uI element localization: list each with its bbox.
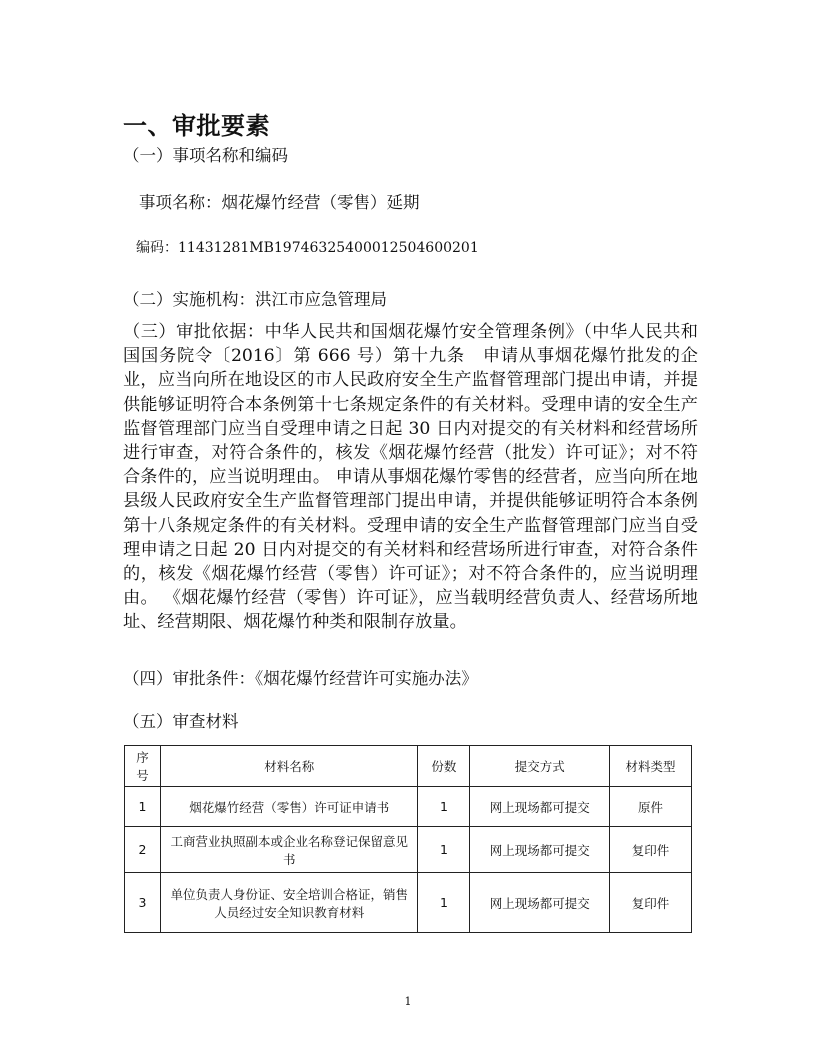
approval-conditions: （四）审批条件：《烟花爆竹经营许可实施办法》 [123,669,478,688]
row-index: 1 [125,787,161,827]
materials-section-title: （五）审查材料 [123,712,239,731]
header-index: 序号 [125,746,161,787]
row-submission-method: 网上现场都可提交 [470,873,610,933]
row-copies: 1 [418,787,470,827]
page-number: 1 [404,995,412,1008]
header-copies: 份数 [418,746,470,787]
row-submission-method: 网上现场都可提交 [470,787,610,827]
section-heading: 一、审批要素 [123,112,270,140]
item-code: 编码：11431281MB1974632540001250460020​1 [136,240,479,256]
row-material-type: 原件 [610,787,692,827]
row-index: 3 [125,873,161,933]
row-material-name: 烟花爆竹经营（零售）许可证申请书 [160,787,417,827]
materials-table [124,745,692,933]
table-header-row [125,746,692,787]
table-row [125,787,692,827]
row-material-name: 工商营业执照副本或企业名称登记保留意见书 [160,827,417,873]
header-material-type: 材料类型 [610,746,692,787]
row-submission-method: 网上现场都可提交 [470,827,610,873]
item-name-section-title: （一）事项名称和编码 [123,146,288,165]
table-row [125,873,692,933]
item-name: 事项名称：烟花爆竹经营（零售）延期 [139,193,420,212]
table-row [125,827,692,873]
header-submission-method: 提交方式 [470,746,610,787]
row-material-type: 复印件 [610,873,692,933]
approval-basis: （三）审批依据：中华人民共和国烟花爆竹安全管理条例》（中华人民共和国国务院令〔2016〕第 666 号）第十九条 申请从事烟花爆竹批发的企业，应当向所在地设区的市人民政府安全生产监督管理部门提出申请，并提供能够证明符合本条例第十七条规定条件的有关材料。受理申请的安全生产监督管理部门应当自受理申请之日起 30 日内对提交的有关材料和经营场所进行审查，对符合条件的，核发《烟花爆竹经营（批发）许可证》；对不符合条件的，应当说明理由。 申请从事烟花爆竹零售的经营者，应当向所在地县级人民政府安全生产监督管理部门提出申请，并提供能够证明符合本条例第十八条规定条件的有关材料。受理申请的安全生产监督管理部门应当自受理申请之日起 20 日内对提交的有关材料和经营场所进行审查，对符合条件的，核发《烟花爆竹经营（零售）许可证》；对不符合条件的，应当说明理由。 《烟花爆竹经营（零售）许可证》，应当载明经营负责人、经营场所地址、经营期限、烟花爆竹种类和限制存放量。 [123,322,698,633]
row-material-type: 复印件 [610,827,692,873]
implementing-agency: （二）实施机构：洪江市应急管理局 [123,290,387,309]
row-copies: 1 [418,827,470,873]
row-index: 2 [125,827,161,873]
row-copies: 1 [418,873,470,933]
header-material-name: 材料名称 [160,746,417,787]
row-material-name: 单位负责人身份证、安全培训合格证，销售人员经过安全知识教育材料 [160,873,417,933]
